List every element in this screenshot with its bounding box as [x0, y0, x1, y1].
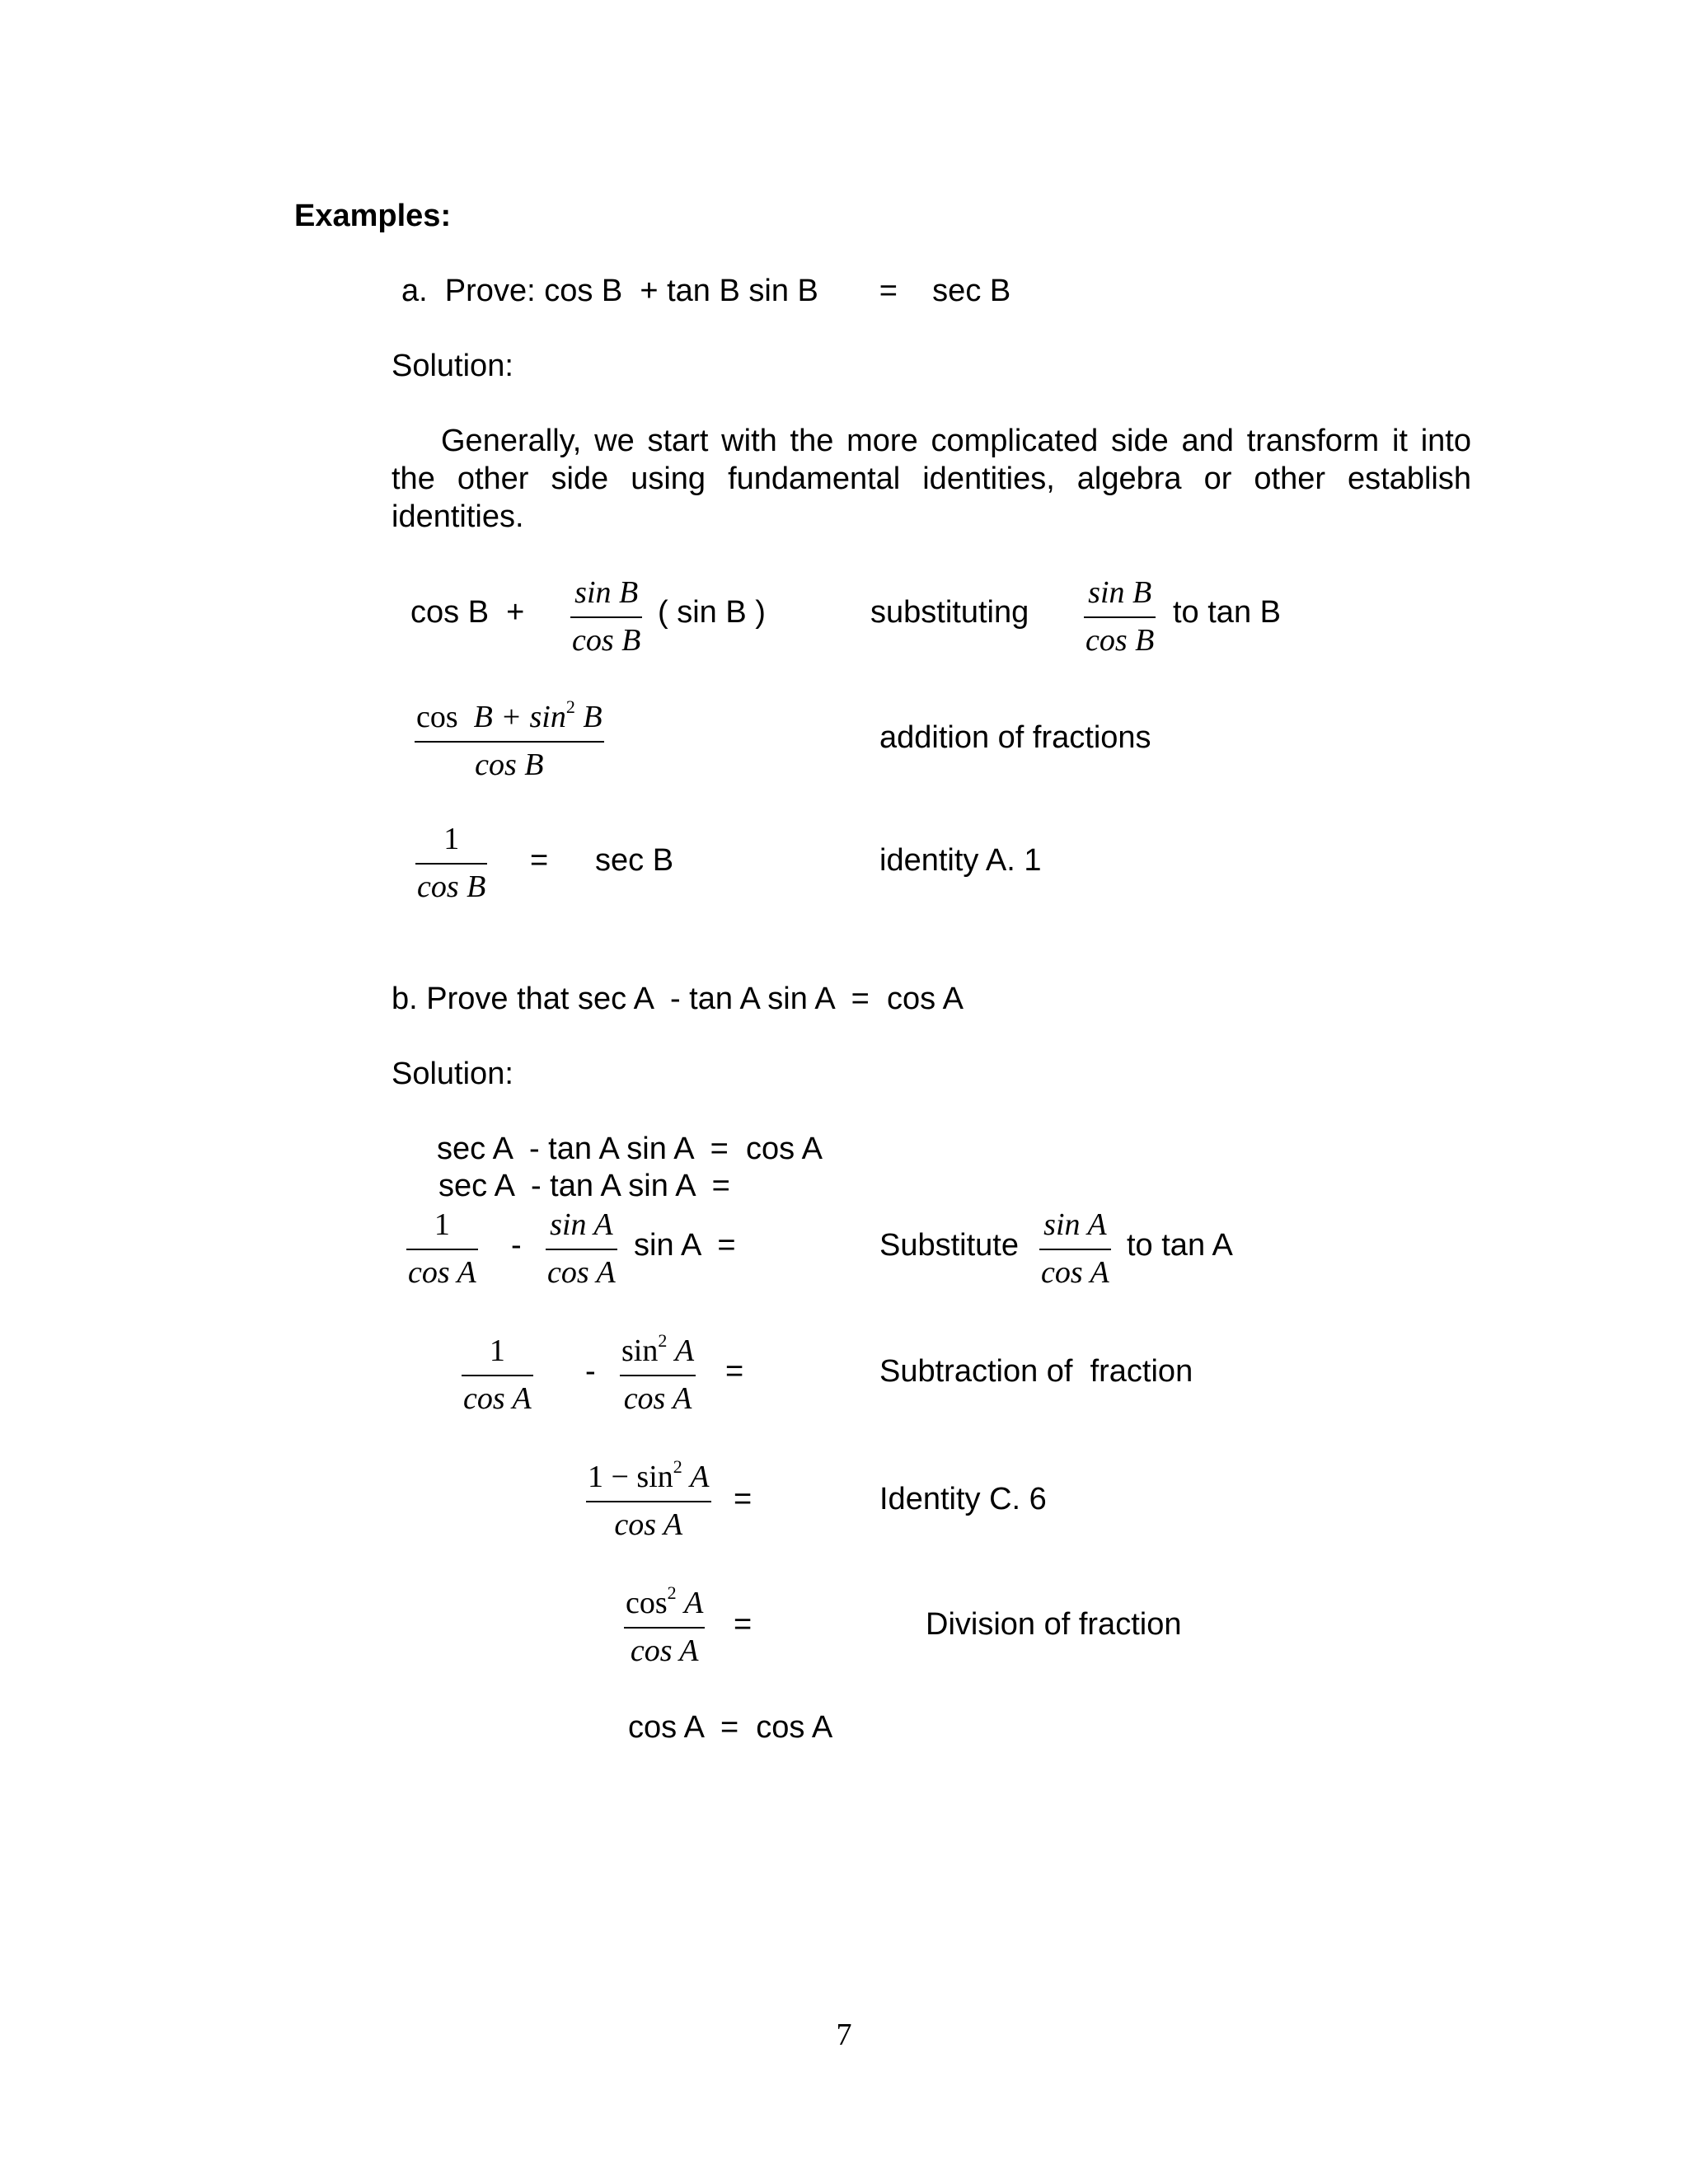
fraction-bar: [462, 1375, 533, 1376]
b-step1-reason-denominator: cos A: [1041, 1255, 1109, 1290]
fraction-bar: [1039, 1249, 1111, 1250]
b-line1: sec A - tan A sin A = cos A: [437, 1132, 823, 1166]
b-step3-reason: Identity C. 6: [879, 1482, 1047, 1516]
b-step2-numerator-1: 1: [489, 1333, 505, 1368]
a-step1-reason: substituting: [870, 595, 1029, 630]
b-step1-minus: -: [511, 1228, 522, 1263]
fraction-bar: [570, 616, 642, 618]
fraction-bar: [546, 1249, 617, 1250]
b-step1-reason-numerator: sin A: [1043, 1207, 1107, 1242]
b-step3-denominator: cos A: [614, 1507, 683, 1542]
fraction-bar: [586, 1501, 711, 1502]
fraction-bar: [406, 1249, 478, 1250]
b-step1-tail: sin A =: [634, 1228, 736, 1263]
b-step4-denominator: cos A: [630, 1633, 699, 1668]
fraction-bar: [415, 863, 487, 865]
b-step3-fraction: [586, 1456, 711, 1542]
a-step1-lead: cos B +: [410, 595, 525, 630]
a-step1-reason-denominator: cos B: [1085, 623, 1155, 658]
a-step3-denominator: cos B: [417, 869, 486, 904]
b-step1-denominator-2: cos A: [547, 1255, 616, 1290]
a-step1-denominator: cos B: [572, 623, 641, 658]
a-step3-result: sec B: [595, 843, 674, 878]
fraction-bar: [415, 741, 604, 743]
b-step2-fraction-2: [620, 1330, 696, 1416]
b-step2-reason: Subtraction of fraction: [879, 1354, 1193, 1389]
page-number: 7: [836, 2018, 852, 2052]
b-step2-fraction-1: [462, 1335, 533, 1414]
b-step1-numerator-1: 1: [434, 1207, 450, 1242]
a-step2-fraction: [415, 696, 604, 782]
a-step1-reason-numerator: sin B: [1088, 575, 1152, 610]
b-step3-equals: =: [734, 1482, 753, 1516]
a-step3-numerator: 1: [443, 822, 460, 856]
a-step3-equals: =: [530, 843, 549, 878]
b-step4-reason: Division of fraction: [926, 1607, 1182, 1642]
fraction-bar: [1084, 616, 1156, 618]
example-b-solution-label: Solution:: [392, 1057, 513, 1091]
example-a-prove: a. Prove: cos B + tan B sin B = sec B: [401, 274, 1011, 308]
a-step1-reason-tail: to tan B: [1173, 595, 1281, 630]
b-step2-denominator-2: cos A: [623, 1381, 692, 1416]
b-step1-reason-tail: to tan A: [1127, 1228, 1233, 1263]
a-step1-tail: ( sin B ): [658, 595, 766, 630]
a-step2-denominator: cos B: [475, 748, 544, 782]
a-step1-fraction: [570, 577, 642, 656]
b-step3-numerator: $1 - \sin^2 A$: [588, 1456, 710, 1494]
example-a-solution-label: Solution:: [392, 349, 513, 383]
a-step3-fraction: [415, 823, 487, 902]
example-a-paragraph: Generally, we start with the more complicated side and transform it into the other side using fundamental identities, algebra or other establish identities.: [392, 424, 1471, 534]
b-step1-reason-fraction: [1039, 1209, 1111, 1288]
fraction-bar: [620, 1375, 696, 1376]
b-step1-numerator-2: sin A: [550, 1207, 613, 1242]
example-b-prove: b. Prove that sec A - tan A sin A = cos A: [392, 982, 964, 1016]
a-step1-reason-fraction: [1084, 577, 1156, 656]
examples-heading: Examples:: [294, 199, 452, 233]
b-step2-numerator-2: $\sin^2 A$: [621, 1330, 695, 1368]
a-step2-numerator: $\cos B + \sin^2 B$: [416, 696, 603, 734]
b-step2-denominator-1: cos A: [463, 1381, 532, 1416]
b-line2: sec A - tan A sin A =: [438, 1169, 730, 1203]
b-final-line: cos A = cos A: [628, 1710, 833, 1745]
b-step1-fraction-2: [546, 1209, 617, 1288]
b-step2-equals: =: [725, 1354, 744, 1389]
a-step3-reason: identity A. 1: [879, 843, 1042, 878]
b-step4-equals: =: [734, 1607, 753, 1642]
b-step2-minus: -: [585, 1354, 596, 1389]
b-step1-fraction-1: [406, 1209, 478, 1288]
a-step1-numerator: sin B: [574, 575, 639, 610]
b-step4-fraction: [624, 1582, 705, 1668]
a-step2-reason: addition of fractions: [879, 720, 1151, 755]
b-step1-reason: Substitute: [879, 1228, 1019, 1263]
b-step1-denominator-1: cos A: [408, 1255, 476, 1290]
fraction-bar: [624, 1627, 705, 1629]
b-step4-numerator: $\cos^2 A$: [626, 1582, 704, 1620]
